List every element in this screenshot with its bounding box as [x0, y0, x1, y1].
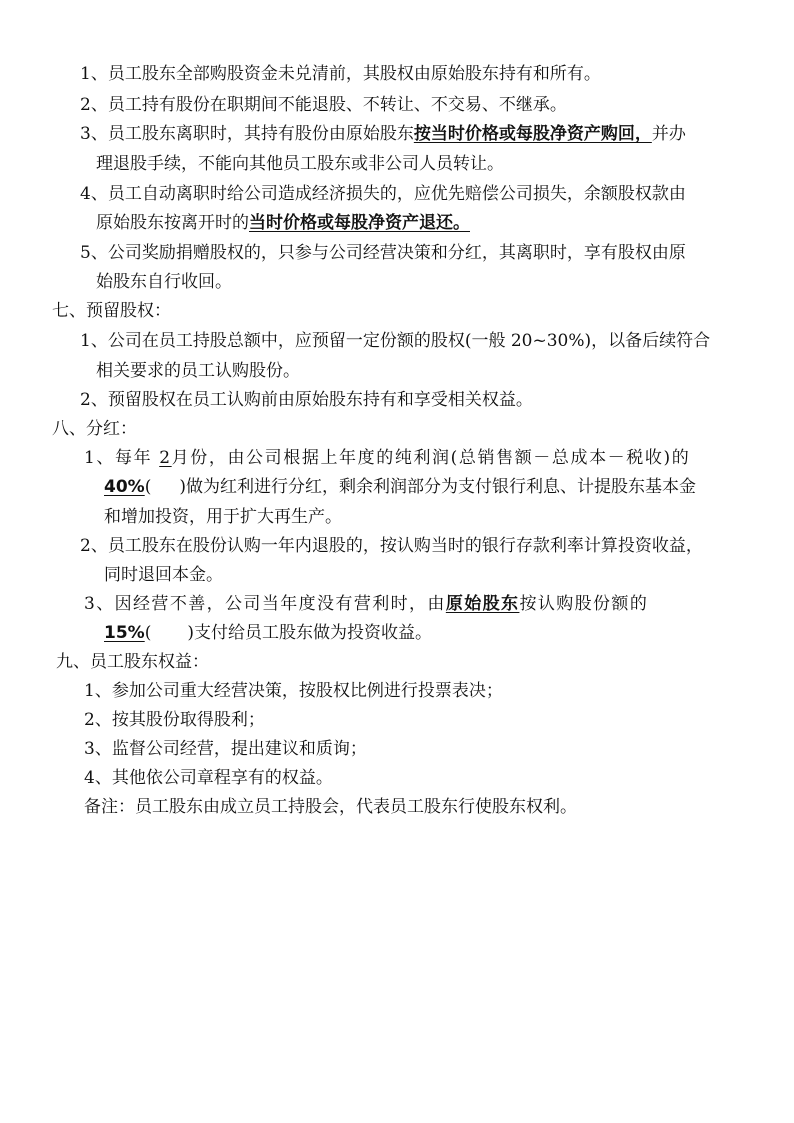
sec7-title: 七、预留股权：	[52, 301, 171, 321]
sec8-item-2-line-2: 同时退回本金。	[104, 565, 223, 585]
sec9-item-2: 2、按其股份取得股利；	[84, 710, 265, 730]
sec6-item-5-line-1: 5、公司奖励捐赠股权的，只参与公司经营决策和分红，其离职时，享有股权由原	[80, 243, 686, 263]
sec9-title: 九、员工股东权益：	[56, 652, 209, 672]
sec8-item-3-line-1	[84, 593, 648, 615]
return-ratio: 15%	[104, 623, 145, 643]
text: 3、员工股东离职时，其持有股份由原始股东	[80, 124, 414, 144]
sec9-item-1: 1、参加公司重大经营决策，按股权比例进行投票表决；	[84, 681, 503, 701]
text: 按认购股份额的	[519, 594, 649, 614]
sec6-item-2: 2、员工持有股份在职期间不能退股、不转让、不交易、不继承。	[80, 95, 567, 115]
sec8-item-1-line-2	[104, 476, 696, 498]
text: 原始股东按离开时的	[96, 213, 249, 233]
sec9-note: 备注：员工股东由成立员工持股会，代表员工股东行使股东权利。	[84, 797, 577, 817]
sec6-item-1: 1、员工股东全部购股资金未兑清前，其股权由原始股东持有和所有。	[80, 64, 601, 84]
sec6-item-3-line-1	[80, 123, 686, 145]
sec6-item-4-line-1: 4、员工自动离职时给公司造成经济损失的，应优先赔偿公司损失，余额股权款由	[80, 184, 686, 204]
sec8-title: 八、分红：	[52, 419, 137, 439]
emphasis-text: 当时价格或每股净资产退还。	[249, 213, 470, 233]
dividend-ratio: 40%	[104, 477, 145, 497]
text: (	[144, 477, 152, 497]
text: )支付给员工股东做为投资收益。	[187, 623, 432, 643]
text: 1、每年	[84, 448, 153, 468]
sec7-item-1-line-1: 1、公司在员工持股总额中，应预留一定份额的股权(一般 20~30%)，以备后续符合	[80, 331, 711, 351]
emphasis-text: 按当时价格或每股净资产购回，	[413, 124, 652, 144]
sec8-item-1-line-3: 和增加投资，用于扩大再生产。	[104, 507, 342, 527]
text: 月份，由公司根据上年度的纯利润(总销售额－总成本－税收)的	[171, 448, 691, 468]
sec6-item-4-line-2	[96, 212, 470, 234]
text: (	[144, 623, 152, 643]
sec7-item-1-line-2: 相关要求的员工认购股份。	[96, 361, 300, 381]
sec9-item-3: 3、监督公司经营，提出建议和质询；	[84, 739, 367, 759]
sec6-item-5-line-2: 始股东自行收回。	[96, 272, 232, 292]
sec7-item-2: 2、预留股权在员工认购前由原始股东持有和享受相关权益。	[80, 390, 533, 410]
emphasis-text: 原始股东	[445, 594, 520, 614]
text: 并办	[651, 124, 686, 144]
sec8-item-1-line-1	[84, 447, 690, 469]
month-value: 2	[159, 448, 172, 468]
sec9-item-4: 4、其他依公司章程享有的权益。	[84, 768, 333, 788]
text: 3、因经营不善，公司当年度没有营利时，由	[84, 594, 446, 614]
sec8-item-3-line-2	[104, 622, 432, 644]
text: )做为红利进行分红，剩余利润部分为支付银行利息、计提股东基本金	[179, 477, 696, 497]
sec6-item-3-line-2: 理退股手续，不能向其他员工股东或非公司人员转让。	[96, 154, 504, 174]
sec8-item-2-line-1: 2、员工股东在股份认购一年内退股的，按认购当时的银行存款利率计算投资收益，	[80, 536, 703, 556]
